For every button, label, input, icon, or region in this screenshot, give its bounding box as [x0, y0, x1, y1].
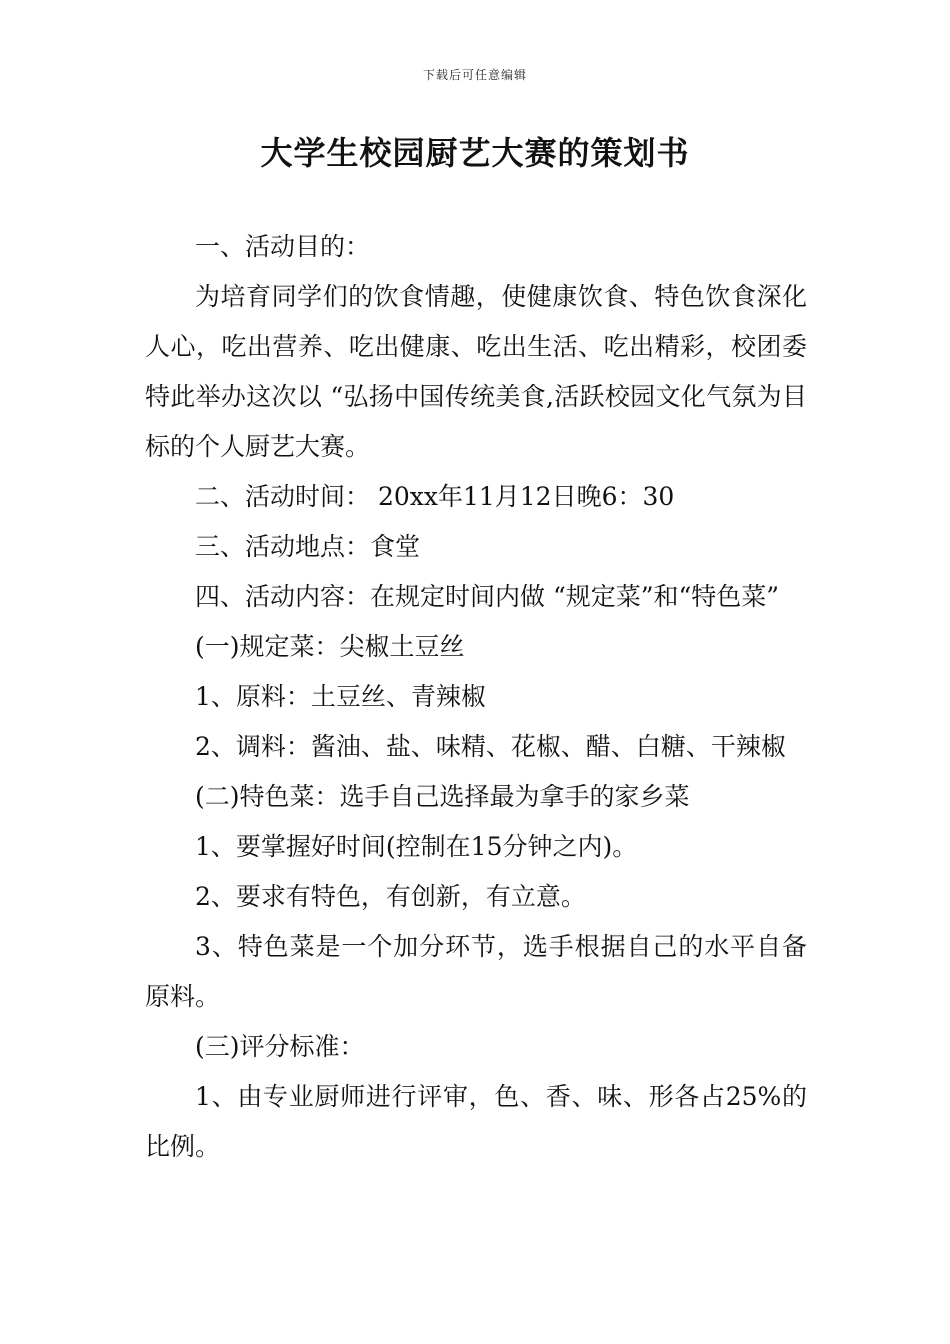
section-heading-content: 四、活动内容：在规定时间内做 “规定菜”和“特色菜”: [195, 582, 780, 611]
section-heading-location: 三、活动地点：食堂: [195, 532, 421, 561]
header-note: 下载后可任意编辑: [422, 68, 527, 82]
document-body: [145, 222, 807, 1172]
section-heading-time: 二、活动时间： 20xx年11月12日晚6：30: [195, 482, 675, 511]
subsection-special-dish: (二)特色菜：选手自己选择最为拿手的家乡菜: [195, 782, 690, 811]
paragraph-purpose: 为培育同学们的饮食情趣，使健康饮食、特色饮食深化人心，吃出营养、吃出健康、吃出生活、吃出精彩，校团委特此举办这次以 “弘扬中国传统美食,活跃校园文化气氛为目标的个人厨艺大赛。: [145, 282, 807, 461]
section-heading-purpose: 一、活动目的：: [195, 232, 371, 261]
subsection-required-dish: (一)规定菜：尖椒土豆丝: [195, 632, 465, 661]
list-item-seasonings: 2、调料：酱油、盐、味精、花椒、醋、白糖、干辣椒: [195, 732, 786, 761]
document-title: 大学生校园厨艺大赛的策划书: [260, 134, 690, 172]
list-item-time-control: 1、要掌握好时间(控制在15分钟之内)。: [195, 832, 638, 861]
list-item-bonus: 3、特色菜是一个加分环节，选手根据自己的水平自备原料。: [145, 932, 807, 1011]
list-item-creativity: 2、要求有特色，有创新，有立意。: [195, 882, 586, 911]
subsection-scoring: (三)评分标准：: [195, 1032, 365, 1061]
list-item-ingredients: 1、原料：土豆丝、青辣椒: [195, 682, 486, 711]
list-item-judging: 1、由专业厨师进行评审，色、香、味、形各占25%的比例。: [145, 1082, 807, 1161]
